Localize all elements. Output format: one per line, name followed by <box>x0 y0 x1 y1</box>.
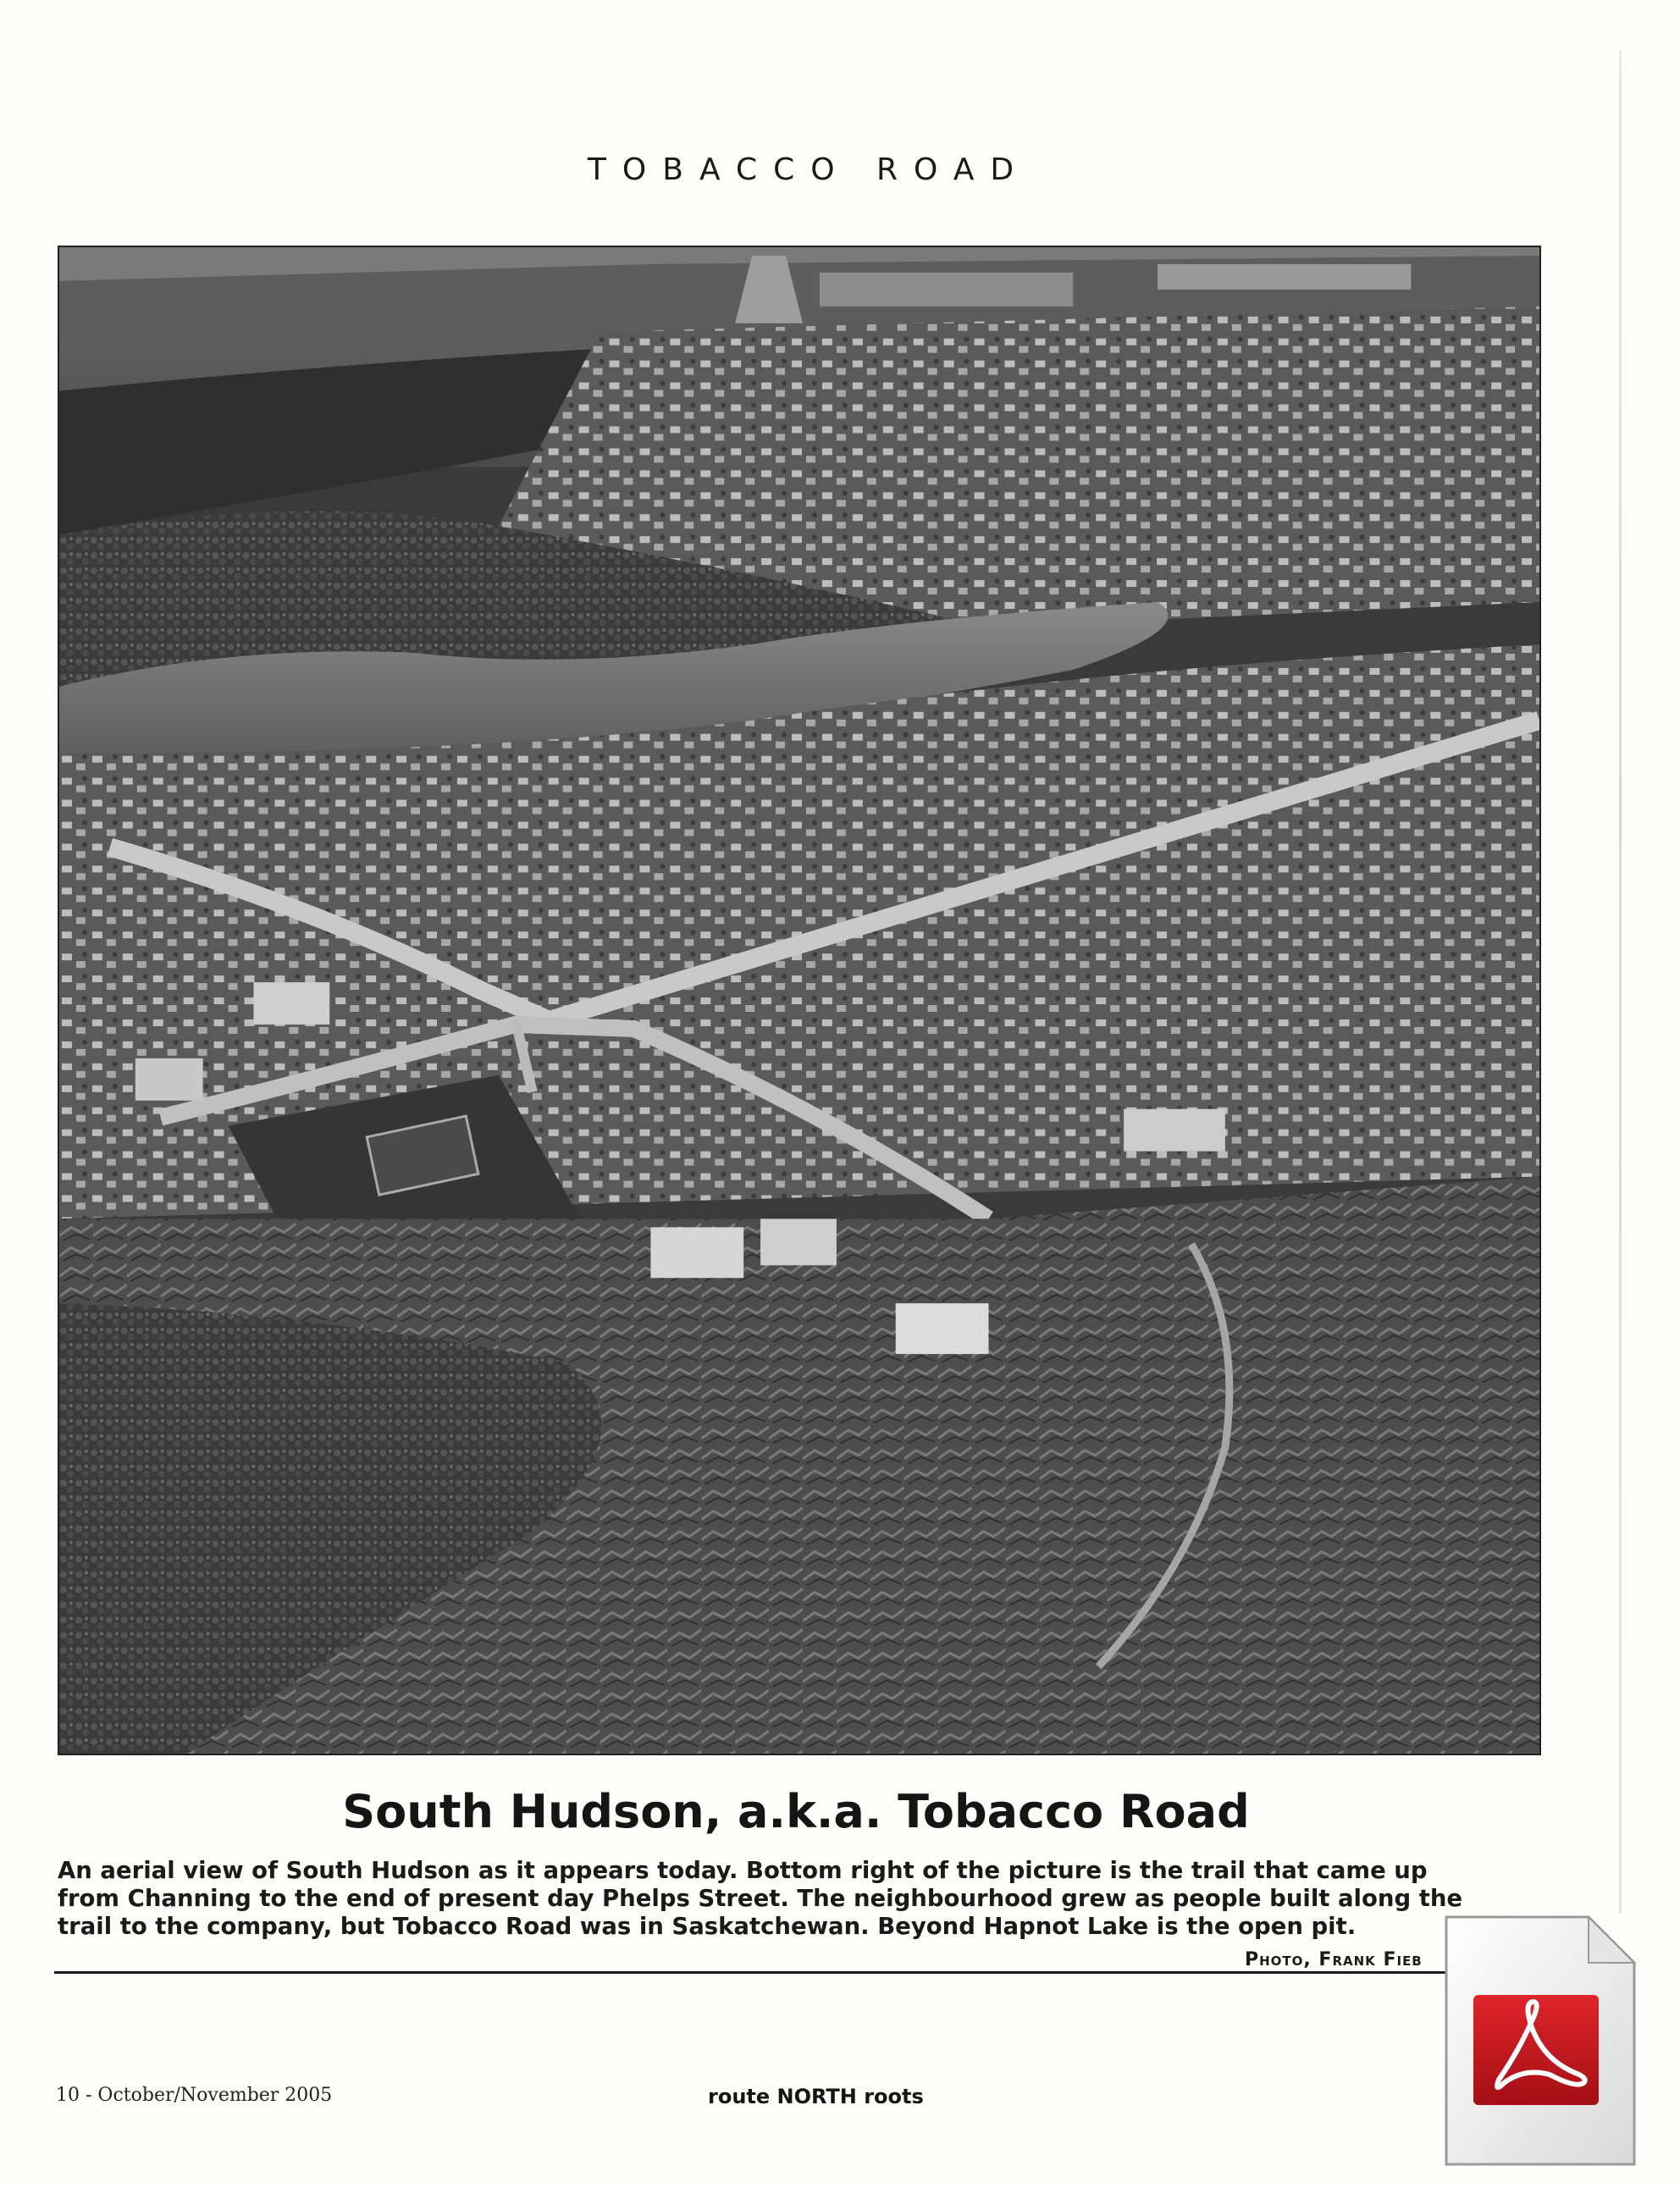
page-folio: 10 - October/November 2005 <box>56 2085 333 2106</box>
aerial-photo <box>58 246 1541 1755</box>
caption-body: An aerial view of South Hudson as it appears today. Bottom right of the picture is the trail that came up from Channing to the end of present day Phelps Street. The neighbourhood grew as people built along the trail to the company, but Tobacco Road was in Saskatchewan. Beyond Hapnot Lake is the open pit. <box>58 1857 1463 1940</box>
caption-title: South Hudson, a.k.a. Tobacco Road <box>342 1785 1250 1838</box>
pdf-icon-graphic <box>1440 1914 1639 2168</box>
aerial-photo-graphic <box>59 247 1539 1754</box>
photo-credit: Photo, Frank Fieb <box>1245 1949 1423 1970</box>
page-edge <box>1619 51 1622 1914</box>
pdf-file-icon[interactable] <box>1440 1914 1639 2168</box>
caption-rule <box>54 1971 1545 1974</box>
publication-name: route NORTH roots <box>708 2085 924 2108</box>
running-title: TOBACCO ROAD <box>587 152 1031 187</box>
